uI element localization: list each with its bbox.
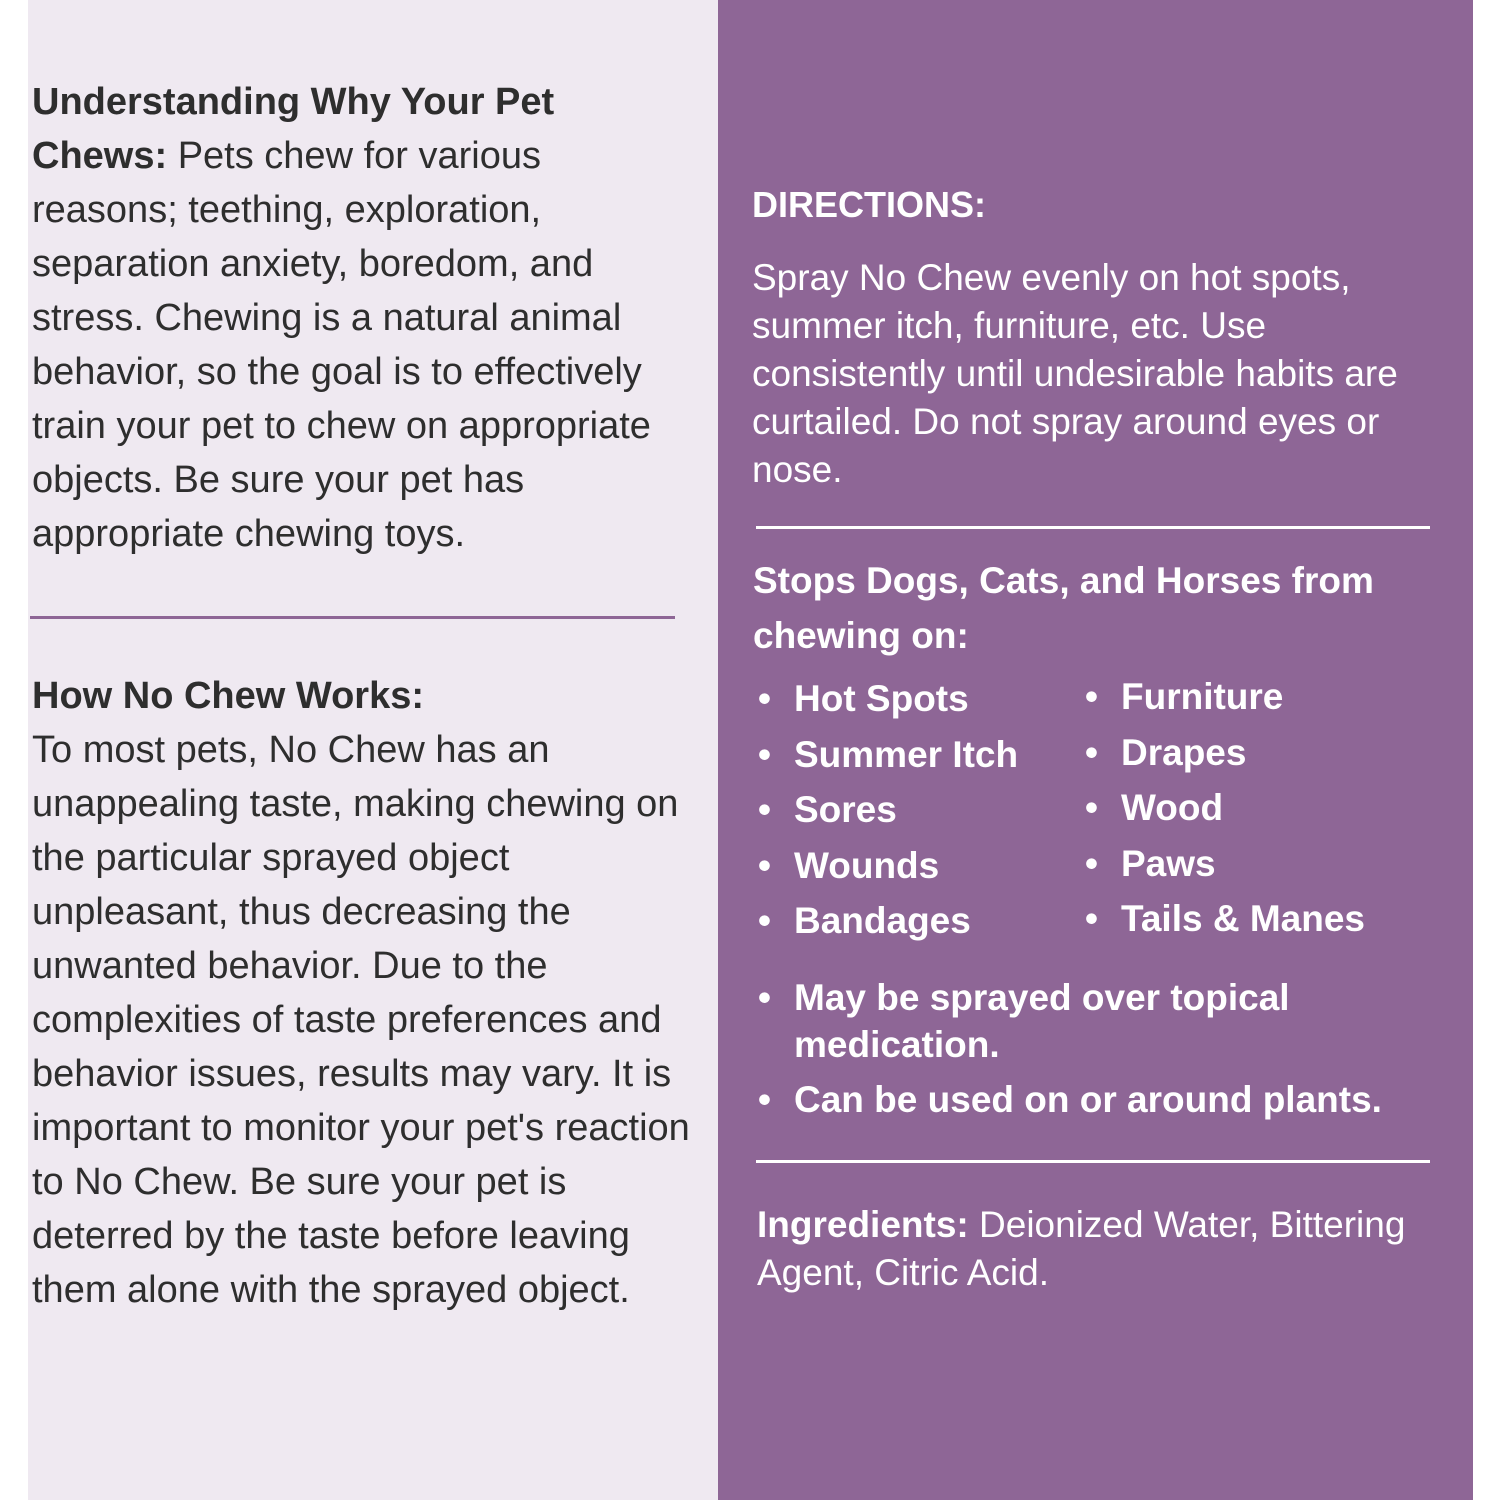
list-item: • Tails & Manes <box>1085 891 1465 947</box>
list-item: • Paws <box>1085 836 1465 892</box>
list-item: • Sores <box>758 782 1078 838</box>
ingredients-label: Ingredients: <box>757 1204 969 1245</box>
how-it-works-body: To most pets, No Chew has an unappealing taste, making chewing on the particular sprayed object unpleasant, thus decreasing the unwanted behavior. Due to the complexities of taste preferences and behavior issues, results may vary. It is important to monitor your pet's reaction to No Chew. Be sure your pet is deterred by the taste before leaving them alone with the sprayed object. <box>32 729 690 1311</box>
how-it-works-section <box>32 669 692 1317</box>
directions-heading: DIRECTIONS: <box>752 184 986 225</box>
list-item: • Hot Spots <box>758 671 1078 727</box>
why-pet-chews-section <box>32 75 692 561</box>
usage-notes-list <box>758 974 1458 1123</box>
stops-list-column-1 <box>758 671 1078 949</box>
stops-list-column-2 <box>1085 669 1465 947</box>
left-divider <box>30 616 675 619</box>
directions-body: Spray No Chew evenly on hot spots, summer itch, furniture, etc. Use consistently until undesirable habits are curtailed. Do not spray around eyes or nose. <box>752 257 1398 490</box>
ingredients-text: Deionized Water, Bittering Agent, Citric Acid. <box>757 1204 1406 1293</box>
stops-heading: Stops Dogs, Cats, and Horses from chewing on: <box>753 560 1374 656</box>
list-item: • May be sprayed over topical medication. <box>758 974 1458 1068</box>
list-item: • Furniture <box>1085 669 1465 725</box>
why-pet-chews-heading: Understanding Why Your Pet Chews: <box>32 81 555 177</box>
list-item: • Drapes <box>1085 725 1465 781</box>
list-item: • Summer Itch <box>758 727 1078 783</box>
list-item: • Wood <box>1085 780 1465 836</box>
ingredients-section <box>757 1201 1437 1297</box>
how-it-works-heading: How No Chew Works: <box>32 675 424 717</box>
right-divider-bottom <box>756 1160 1430 1163</box>
list-item: • Wounds <box>758 838 1078 894</box>
list-item: • Bandages <box>758 893 1078 949</box>
list-item: • Can be used on or around plants. <box>758 1076 1458 1123</box>
why-pet-chews-body: Pets chew for various reasons; teething, exploration, separation anxiety, boredom, and stress. Chewing is a natural animal behavior, so the goal is to effectively train your pet to chew on appropriate objects. Be sure your pet has appropriate chewing toys. <box>32 135 651 555</box>
right-divider-top <box>756 526 1430 529</box>
